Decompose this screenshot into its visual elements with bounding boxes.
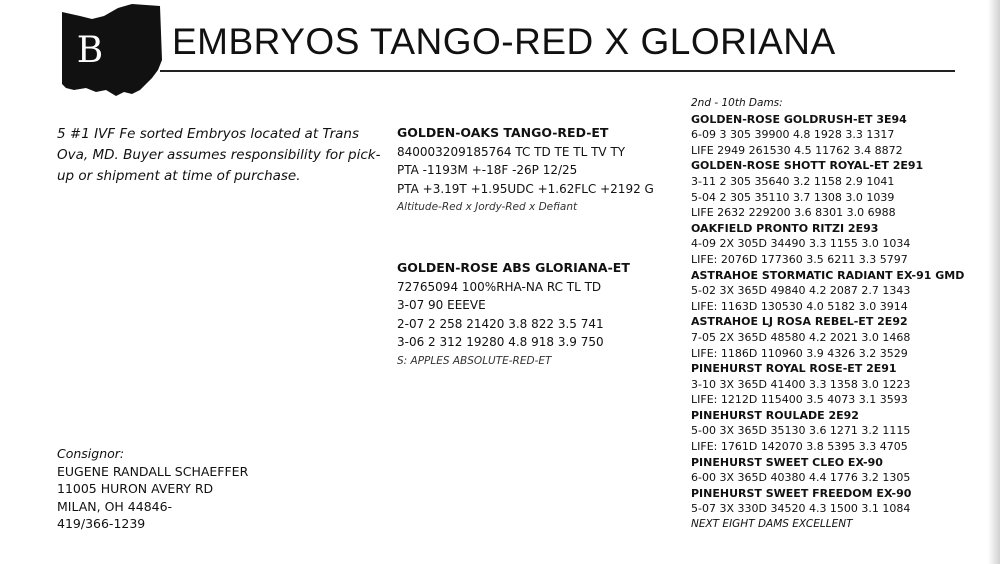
dam-ancestor-record: LIFE 2949 261530 4.5 11762 3.4 8872 [691, 143, 903, 157]
sale-terms: 5 #1 IVF Fe sorted Embryos located at Trans Ova, MD. Buyer assumes responsibility for pick-up or shipment at time of purchase. [57, 126, 381, 184]
dam-pedigree: S: APPLES ABSOLUTE-RED-ET [397, 354, 552, 367]
sire-line: 840003209185764 TC TD TE TL TV TY [397, 144, 626, 159]
dam-line: 3-07 90 EEEVE [397, 298, 486, 312]
dam-ancestor-record: 6-09 3 305 39900 4.8 1928 3.3 1317 [691, 128, 895, 142]
consignor-phone: 419/366-1239 [57, 516, 146, 531]
consignor-block [57, 445, 248, 533]
dam-ancestor-name: ASTRAHOE STORMATIC RADIANT EX-91 GMD [691, 268, 965, 282]
dam-ancestor-record: 6-00 3X 365D 40380 4.4 1776 3.2 1305 [691, 471, 911, 485]
dam-ancestor-record: 7-05 2X 365D 48580 4.2 2021 3.0 1468 [691, 330, 911, 344]
lot-letter: B [76, 30, 104, 71]
dam-ancestor-record: 5-02 3X 365D 49840 4.2 2087 2.7 1343 [691, 284, 911, 298]
dam-ancestor-record: 4-09 2X 305D 34490 3.3 1155 3.0 1034 [691, 237, 911, 251]
dam-ancestor-name: ASTRAHOE LJ ROSA REBEL-ET 2E92 [691, 315, 908, 329]
dam-ancestor-name: PINEHURST ROYAL ROSE-ET 2E91 [691, 362, 897, 376]
dam-ancestor-name: PINEHURST SWEET CLEO EX-90 [691, 455, 883, 469]
dam-ancestor-name: PINEHURST ROULADE 2E92 [691, 408, 859, 422]
dam-ancestor-record: LIFE: 2076D 177360 3.5 6211 3.3 5797 [691, 252, 908, 266]
dam-block [397, 259, 687, 370]
dam-ancestor-name: GOLDEN-ROSE SHOTT ROYAL-ET 2E91 [691, 159, 924, 173]
consignor-label: Consignor: [57, 446, 125, 461]
dam-ancestor-record: LIFE: 1761D 142070 3.8 5395 3.3 4705 [691, 440, 908, 454]
dam-name: GOLDEN-ROSE ABS GLORIANA-ET [397, 260, 630, 275]
dam-ancestor-record: 5-07 3X 330D 34520 4.3 1500 3.1 1084 [691, 502, 911, 516]
page-title: EMBRYOS TANGO-RED X GLORIANA [172, 21, 836, 62]
dam-ancestor-name: OAKFIELD PRONTO RITZI 2E93 [691, 221, 879, 235]
dams-list [691, 112, 991, 517]
dam-line: 2-07 2 258 21420 3.8 822 3.5 741 [397, 316, 604, 331]
dam-ancestor-record: 3-10 3X 365D 41400 3.3 1358 3.0 1223 [691, 377, 911, 391]
sire-name: GOLDEN-OAKS TANGO-RED-ET [397, 125, 609, 140]
dam-ancestor-name: GOLDEN-ROSE GOLDRUSH-ET 3E94 [691, 112, 907, 126]
consignor-street: 11005 HURON AVERY RD [57, 481, 214, 496]
dam-ancestor-record: 5-00 3X 365D 35130 3.6 1271 3.2 1115 [691, 424, 911, 438]
dams-pedigree [691, 96, 991, 533]
sire-line: PTA -1193M +-18F -26P 12/25 [397, 163, 578, 177]
dams-footer: NEXT EIGHT DAMS EXCELLENT [691, 518, 853, 531]
dam-ancestor-record: LIFE 2632 229200 3.6 8301 3.0 6988 [691, 206, 896, 220]
consignor-name: EUGENE RANDALL SCHAEFFER [57, 463, 249, 479]
dam-ancestor-record: 3-11 2 305 35640 3.2 1158 2.9 1041 [691, 174, 895, 188]
dams-header: 2nd - 10th Dams: [691, 97, 783, 109]
dam-line: 3-06 2 312 19280 4.8 918 3.9 750 [397, 335, 604, 349]
dam-ancestor-record: 5-04 2 305 35110 3.7 1308 3.0 1039 [691, 190, 895, 204]
dam-ancestor-record: LIFE: 1212D 115400 3.5 4073 3.1 3593 [691, 393, 908, 407]
sire-line: PTA +3.19T +1.95UDC +1.62FLC +2192 G [397, 181, 654, 196]
dam-line: 72765094 100%RHA-NA RC TL TD [397, 279, 602, 294]
dam-ancestor-name: PINEHURST SWEET FREEDOM EX-90 [691, 486, 912, 500]
dam-ancestor-record: LIFE: 1163D 130530 4.0 5182 3.0 3914 [691, 299, 908, 313]
sire-pedigree: Altitude-Red x Jordy-Red x Defiant [397, 201, 578, 213]
dam-ancestor-record: LIFE: 1186D 110960 3.9 4326 3.2 3529 [691, 346, 908, 360]
consignor-city: MILAN, OH 44846- [57, 498, 173, 514]
title-divider [160, 70, 955, 72]
sire-block [397, 124, 687, 217]
